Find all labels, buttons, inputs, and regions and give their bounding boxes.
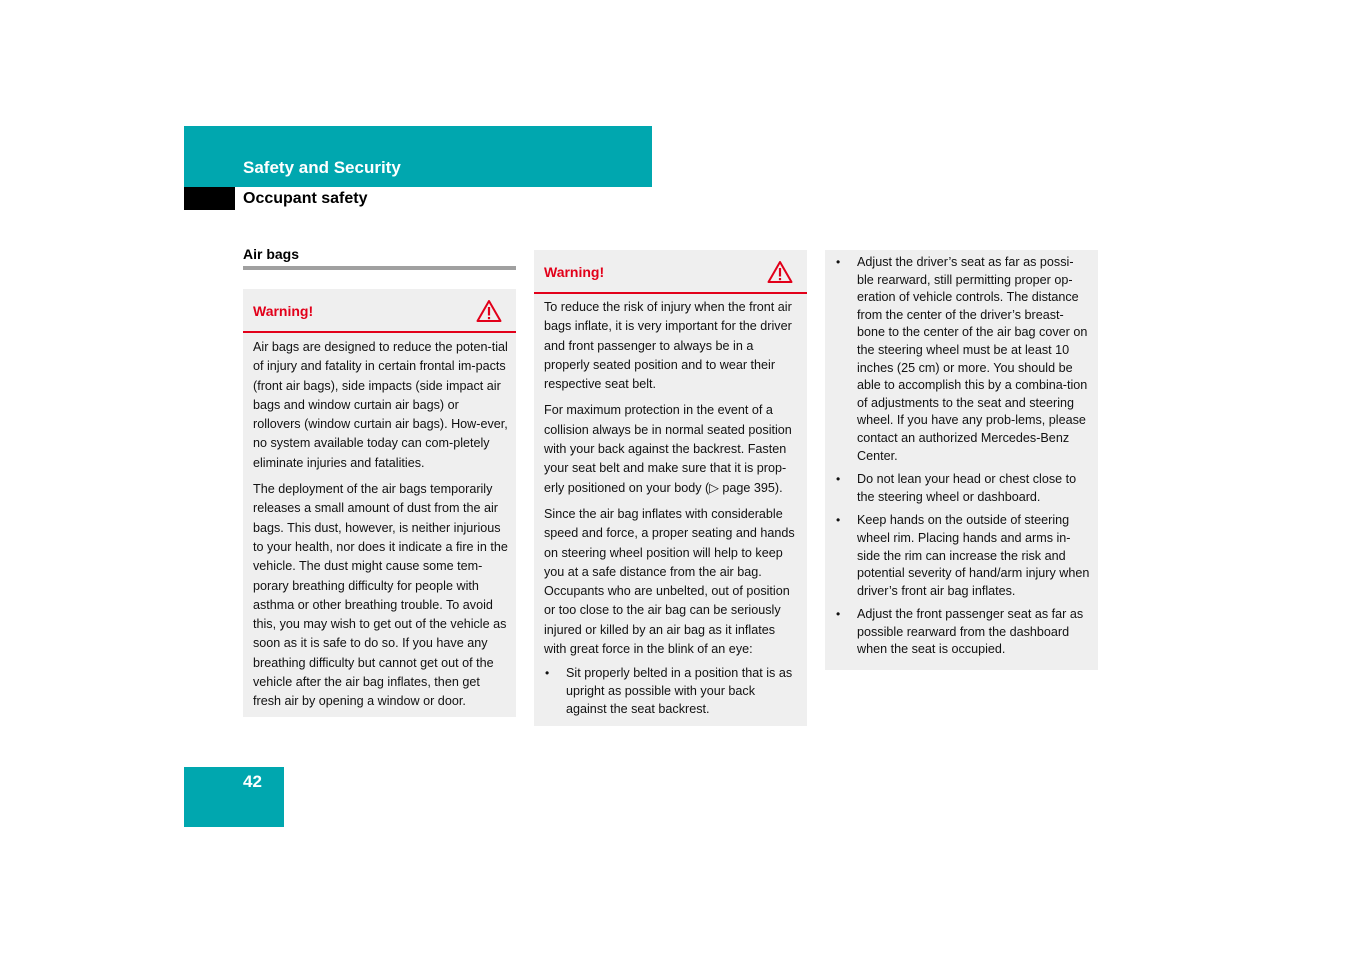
bullet-icon: •: [836, 472, 841, 487]
list-item: [825, 471, 1098, 506]
subsection-title: Occupant safety: [243, 190, 368, 207]
warning-label: Warning!: [544, 264, 605, 280]
page-number-box: [184, 767, 284, 827]
section-tab-marker: [184, 187, 235, 210]
list-item-text: Adjust the front passenger seat as far as possible rearward from the dashboard when the seat is occupied.: [857, 607, 1084, 657]
paragraph: To reduce the risk of injury when the front air bags inflate, it is very important for the driver and front passenger to always be in a properly seated position and to wear their respective seat belt.: [544, 300, 792, 392]
paragraph: The deployment of the air bags temporarily releases a small amount of dust from the air bags. This dust, however, is neither injurious to your health, nor does it indicate a fire in the vehicle. The dust might cause some tem-porary breathing difficulty for people with asthma or other breathing trouble. To avoid this, you may wish to get out of the vehicle as soon as it is safe to do so. If you have any breathing difficulty but cannot get out of the vehicle after the air bag inflates, then get fresh air by opening a window or door.: [253, 482, 508, 709]
page-heading: Air bags: [243, 246, 300, 262]
list-item-text: Keep hands on the outside of steering wheel rim. Placing hands and arms in-side the rim can increase the risk and potential severity of hand/arm injury when driver’s front air bag inflates.: [857, 513, 1090, 598]
warning-triangle-icon: [767, 260, 793, 284]
warning-header: [243, 289, 516, 333]
list-item-text: Sit properly belted in a position that is as upright as possible with your back against the seat backrest.: [566, 666, 793, 716]
list-item: [825, 606, 1098, 659]
section-title: Safety and Security: [243, 158, 401, 177]
bullet-icon: •: [836, 255, 841, 269]
bullet-list: [825, 250, 1098, 659]
list-item-text: Adjust the driver’s seat as far as possi-ble rearward, still permitting proper op-eration of vehicle controls. The distance from the center of the driver’s breast-bone to the center of the air bag cover on the steering wheel must be at least 10 inches (25 cm) or more. You should be able to accomplish this by a combina-tion of adjustments to the seat and steering wheel. If you have any prob-lems, please contact an authorized Mercedes-Benz Center.: [857, 255, 1088, 463]
bullet-icon: •: [545, 666, 550, 681]
warning-box-1: [243, 289, 516, 717]
heading-rule: [243, 266, 516, 270]
bullet-icon: •: [836, 607, 841, 622]
list-item: [825, 254, 1098, 465]
bullet-box-3: [825, 250, 1098, 670]
list-item-text: Do not lean your head or chest close to the steering wheel or dashboard.: [857, 472, 1077, 504]
warning-box-2: [534, 250, 807, 726]
list-item: [825, 512, 1098, 600]
warning-header: [534, 250, 807, 294]
paragraph: For maximum protection in the event of a collision always be in normal seated position with your back against the backrest. Fasten your seat belt and make sure that it is prop-erly positioned on your body (▷ page 395).: [544, 403, 792, 495]
paragraph: Since the air bag inflates with considerable speed and force, a proper seating and hands on steering wheel position will help to keep you at a safe distance from the air bag. Occupants who are unbelted, out of position or too close to the air bag can be seriously injured or killed by an air bag as it inflates with great force in the blink of an eye:: [544, 506, 795, 657]
list-item: [534, 665, 807, 718]
bullet-list: [534, 665, 807, 718]
paragraph: Air bags are designed to reduce the poten-tial of injury and fatality in certain frontal im-pacts (front air bags), side impacts (side impact air bags and window curtain air bags) or rollovers (window curtain air bags). How-ever, no system available today can com-pletely eliminate injuries and fatalities.: [253, 340, 508, 470]
page-number: 42: [243, 772, 262, 791]
warning-label: Warning!: [253, 303, 314, 319]
warning-triangle-icon: [476, 299, 502, 323]
bullet-icon: •: [836, 513, 841, 528]
